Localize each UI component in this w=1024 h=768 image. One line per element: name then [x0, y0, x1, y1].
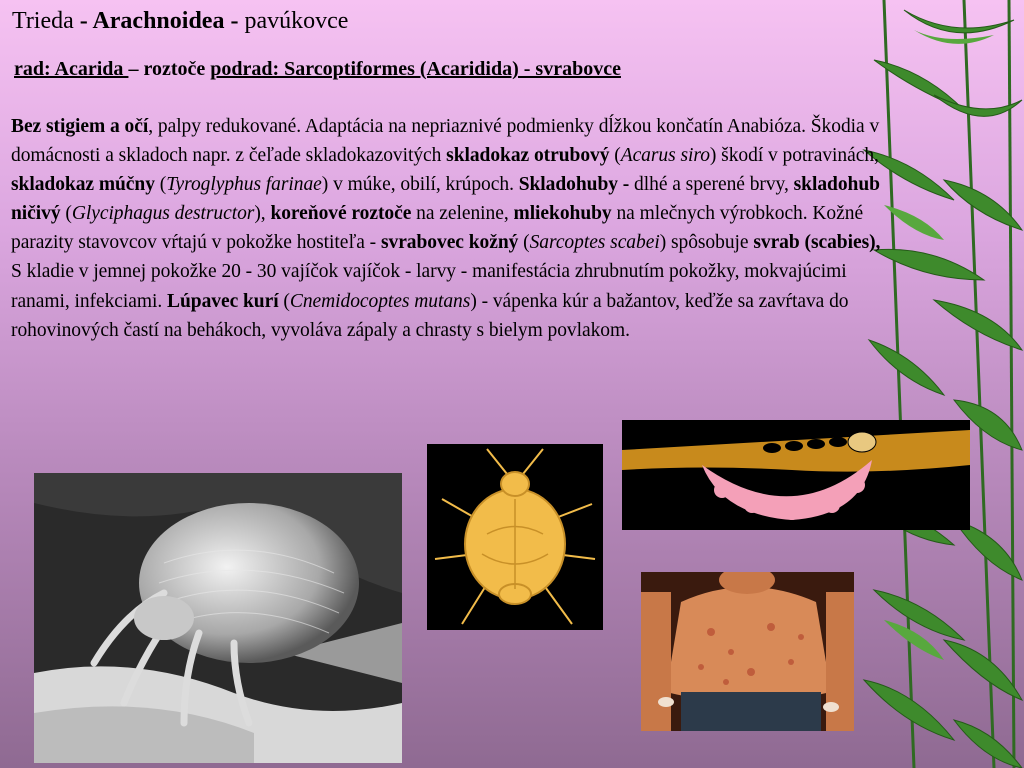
- subtitle-rad: rad: Acarida: [14, 58, 129, 80]
- term-itch-mite: svrabovec kožný: [380, 232, 519, 254]
- text-run: (: [518, 232, 530, 254]
- text-run: ),: [254, 203, 271, 225]
- sem-mite-image: [34, 473, 402, 763]
- latin-tyroglyphus: Tyroglyphus farinae: [166, 174, 322, 196]
- latin-acarus-siro: Acarus siro: [620, 145, 710, 167]
- term-root-mites: koreňové roztoče: [270, 203, 412, 225]
- burrow-diagram-image: [622, 420, 970, 530]
- text-run: ) škodí v potravinách,: [709, 145, 879, 167]
- latin-cnemidocoptes: Cnemidocoptes mutans: [289, 290, 471, 312]
- term-glyciphagids: Skladohuby -: [518, 174, 630, 196]
- latin-glyciphagus: Glyciphagus destructor: [71, 203, 255, 225]
- text-run: na mlečnych výrobkoch. Kožné parazity stavovcov vŕtajú v pokožke hostiteľa -: [11, 203, 864, 254]
- subtitle-podrad: podrad: Sarcoptiformes (Acaridida) - svrabovce: [210, 58, 621, 80]
- term-scaly-leg-mite: Lúpavec kurí: [167, 290, 279, 312]
- text-run: S kladie v jemnej pokožke 20 - 30 vajíčok vajíčok - larvy - manifestácia zhrubnutím pokožky, mokvajúcimi ranami, infekciami.: [11, 261, 847, 312]
- text-run: ) v múke, obilí, krúpoch.: [321, 174, 519, 196]
- title-suffix: pavúkovce: [244, 8, 349, 34]
- subtitle-dash: – roztoče: [128, 58, 206, 80]
- title-bold: - Arachnoidea -: [73, 8, 245, 34]
- title-prefix: Trieda: [12, 8, 74, 34]
- term-flour-mite: skladokaz múčny: [11, 174, 155, 196]
- text-run: (: [60, 203, 72, 225]
- term-glyciphagus: skladohub ničivý: [11, 174, 880, 225]
- term-no-stigma: Bez stigiem a očí: [11, 116, 149, 137]
- sem-mite-illustration: [34, 473, 402, 763]
- text-run: na zelenine,: [411, 203, 514, 225]
- patient-illustration: [641, 572, 854, 731]
- patient-photo-image: [641, 572, 854, 731]
- mite-drawing-image: [427, 444, 603, 630]
- text-run: (: [609, 145, 621, 167]
- slide-subtitle: [14, 58, 621, 81]
- sarcoptes-drawing: [427, 444, 603, 630]
- burrow-illustration: [622, 420, 970, 530]
- text-run: dlhé a sperené brvy,: [629, 174, 794, 196]
- text-run: (: [278, 290, 290, 312]
- text-run: ) spôsobuje: [659, 232, 754, 254]
- body-paragraph: [11, 112, 891, 345]
- term-milk-mites: mliekohuby: [513, 203, 612, 225]
- slide-title: [12, 8, 348, 35]
- text-run: ) - vápenka kúr a bažantov, keďže sa zavŕtava do rohovinových častí na behákoch, vyvoláva zápaly a chrasty s bielym povlakom.: [11, 290, 849, 341]
- text-run: , palpy redukované. Adaptácia na nepriaznivé podmienky dĺžkou končatín Anabióza. Škodia v domácnosti a skladoch napr. z čeľade skladokazovitých: [11, 116, 880, 167]
- term-acarus-common: skladokaz otrubový: [446, 145, 610, 167]
- term-scabies: svrab (scabies),: [753, 232, 881, 254]
- latin-sarcoptes: Sarcoptes scabei: [529, 232, 660, 254]
- text-run: (: [154, 174, 167, 196]
